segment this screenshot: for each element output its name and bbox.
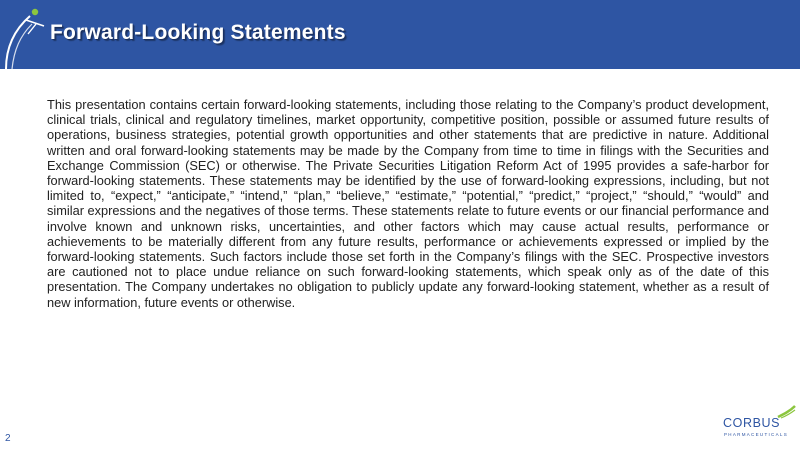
corbus-logo	[718, 405, 796, 445]
corbus-figure-icon	[0, 0, 48, 69]
brand-name: CORBUS	[723, 416, 781, 430]
header-bar	[0, 0, 800, 69]
page-title: Forward-Looking Statements	[50, 21, 346, 44]
disclaimer-paragraph: This presentation contains certain forward-looking statements, including those relating to the Company’s product development, clinical trials, clinical and regulatory timelines, market opportunity, competitive position, possible or assumed future results of operations, business strategies, potential growth opportunities and other statements that are predictive in nature. Additional written and oral forward-looking statements may be made by the Company from time to time in filings with the Securities and Exchange Commission (SEC) or otherwise. The Private Securities Litigation Reform Act of 1995 provides a safe-harbor for forward-looking statements. These statements may be identified by the use of forward-looking expressions, including, but not limited to, “expect,” “anticipate,” “intend,” “plan,” “believe,” “estimate,” “potential,” “predict,” “project,” “should,” “would” and similar expressions and the negatives of those terms. These statements relate to future events or our financial performance and involve known and unknown risks, uncertainties, and other factors which may cause actual results, performance or achievements to be materially different from any future results, performance or achievements expressed or implied by the forward-looking statements. Such factors include those set forth in the Company’s filings with the SEC. Prospective investors are cautioned not to place undue reliance on such forward-looking statements, which speak only as of the date of this presentation. The Company undertakes no obligation to publicly update any forward-looking statement, whether as a result of new information, future events or otherwise.	[47, 97, 769, 310]
page-number: 2	[5, 433, 11, 444]
brand-tagline: PHARMACEUTICALS	[724, 432, 789, 437]
